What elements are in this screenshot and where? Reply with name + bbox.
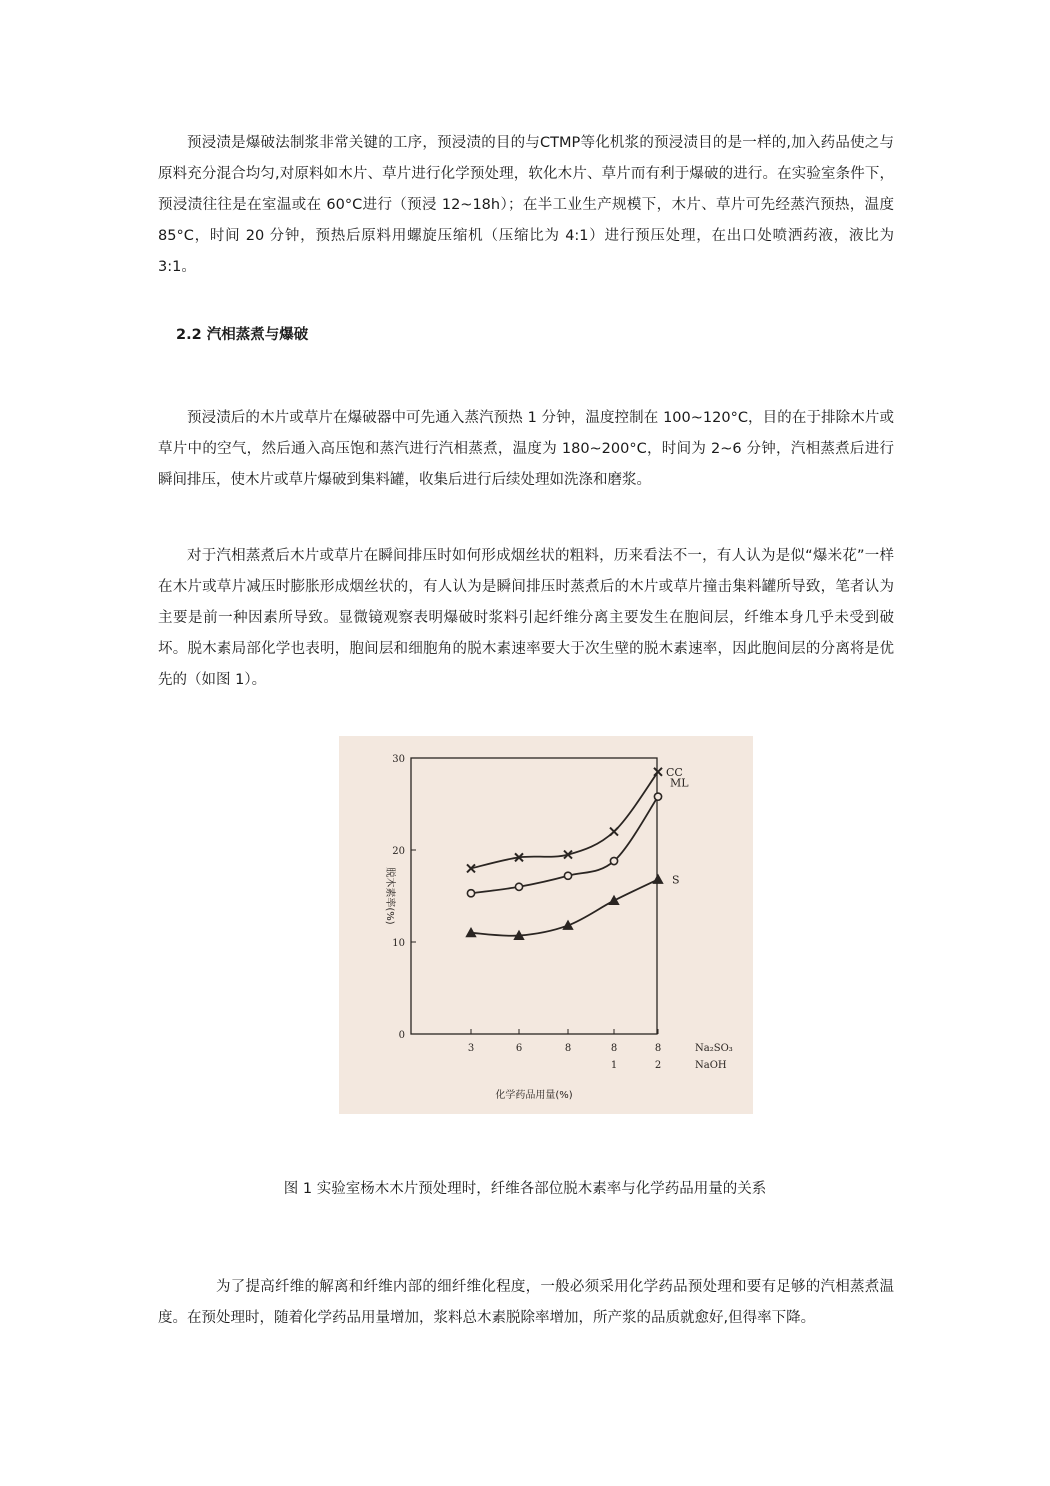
y-tick-label-30: 30: [392, 754, 405, 765]
section-heading: 2.2 汽相蒸煮与爆破: [176, 327, 309, 343]
x-label-0-3: 8: [610, 1043, 618, 1054]
x-label-0-1: 6: [515, 1043, 523, 1054]
point-CC-4: [654, 768, 662, 776]
x-row-name-1: NaOH: [695, 1060, 727, 1071]
point-S-4: [653, 874, 663, 883]
point-ML-0: [467, 890, 474, 897]
y-tick-label-0: 0: [398, 1030, 405, 1041]
x-row-name-0: Na₂SO₃: [695, 1043, 733, 1054]
x-axis-title: 化学药品用量(%): [495, 1090, 573, 1101]
paragraph-explosion-mechanism: 对于汽相蒸煮后木片或草片在瞬间排压时如何形成烟丝状的粗料，历来看法不一，有人认为是似“爆米花”一样在木片或草片减压时膨胀形成烟丝状的，有人认为是瞬间排压时蒸煮后的木片或草片撞击集料罐所导致，笔者认为主要是前一种因素所导致。显微镜观察表明爆破时浆料引起纤维分离主要发生在胞间层，纤维本身几乎未受到破坏。脱木素局部化学也表明，胞间层和细胞角的脱木素速率要大于次生壁的脱木素速率，因此胞间层的分离将是优先的（如图 1）。: [158, 548, 894, 688]
point-ML-3: [610, 857, 617, 864]
series-line-CC: [471, 772, 658, 869]
x-label-0-0: 3: [467, 1043, 475, 1054]
series-label-CC: CC: [666, 765, 683, 779]
y-tick-label-10: 10: [392, 938, 405, 949]
delignification-chart: [339, 736, 753, 1114]
plot-frame: [411, 758, 657, 1034]
point-CC-3: [610, 828, 618, 836]
x-label-1-4: 2: [654, 1060, 662, 1071]
series-label-S: S: [672, 873, 680, 887]
point-ML-4: [654, 793, 661, 800]
point-ML-1: [515, 883, 522, 890]
x-label-0-2: 8: [564, 1043, 572, 1054]
x-label-0-4: 8: [654, 1043, 662, 1054]
paragraph-steam-cooking: 预浸渍后的木片或草片在爆破器中可先通入蒸汽预热 1 分钟，温度控制在 100~120°C，目的在于排除木片或草片中的空气，然后通入高压饱和蒸汽进行汽相蒸煮，温度为 180~200°C，时间为 2~6 分钟，汽相蒸煮后进行瞬间排压，使木片或草片爆破到集料罐，收集后进行后续处理如洗涤和磨浆。: [158, 410, 894, 488]
y-tick-label-20: 20: [392, 846, 405, 857]
series-label-ML: ML: [670, 776, 689, 790]
figure-caption: 图 1 实验室杨木木片预处理时，纤维各部位脱木素率与化学药品用量的关系: [283, 1181, 767, 1197]
paragraph-preimpregnation: 预浸渍是爆破法制浆非常关键的工序，预浸渍的目的与CTMP等化机浆的预浸渍目的是一样的,加入药品使之与原料充分混合均匀,对原料如木片、草片进行化学预处理，软化木片、草片而有利于爆破的进行。在实验室条件下，预浸渍往往是在室温或在 60°C进行（预浸 12~18h）；在半工业生产规模下，木片、草片可先经蒸汽预热，温度 85°C，时间 20 分钟，预热后原料用螺旋压缩机（压缩比为 4:1）进行预压处理，在出口处喷洒药液，液比为 3:1。: [158, 135, 894, 275]
figure-1: [339, 736, 753, 1114]
x-label-1-3: 1: [610, 1060, 618, 1071]
y-axis-title: 脱木素率(%): [384, 867, 395, 925]
point-ML-2: [564, 872, 571, 879]
paragraph-chemical-pretreatment: 为了提高纤维的解离和纤维内部的细纤维化程度，一般必须采用化学药品预处理和要有足够的汽相蒸煮温度。在预处理时，随着化学药品用量增加，浆料总木素脱除率增加，所产浆的品质就愈好,但得率下降。: [158, 1279, 894, 1326]
point-S-3: [609, 896, 619, 905]
